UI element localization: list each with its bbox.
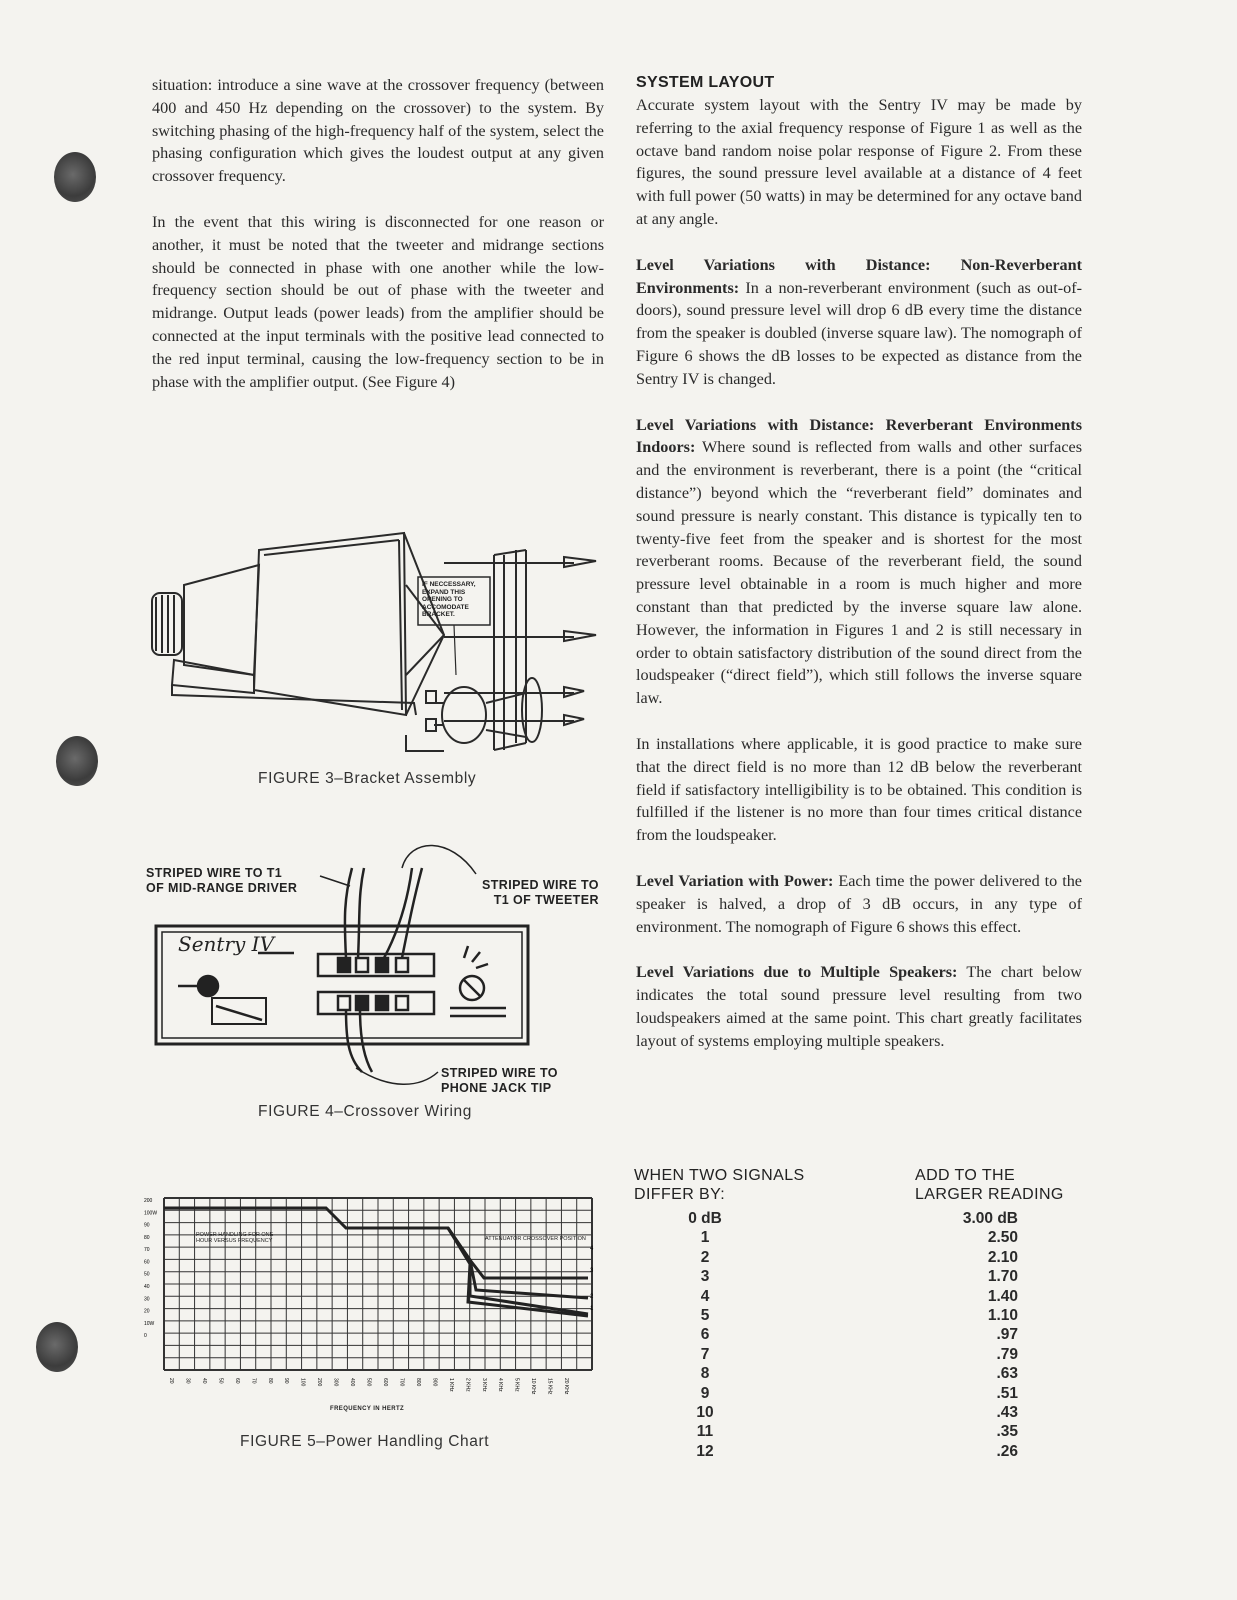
table-add-value-1: 2.50 bbox=[987, 1229, 1018, 1247]
table-difference-3: 3 bbox=[700, 1268, 710, 1286]
binder-hole-top bbox=[54, 152, 96, 202]
x-tick-label: 600 bbox=[382, 1378, 388, 1387]
table-difference-2: 2 bbox=[700, 1248, 710, 1266]
attenuator-position-label: 4 bbox=[590, 1246, 594, 1252]
y-tick-label: 40 bbox=[144, 1284, 150, 1290]
attenuator-position-label: 1 bbox=[590, 1306, 594, 1312]
x-tick-label: 900 bbox=[431, 1378, 438, 1387]
left-column bbox=[152, 74, 604, 393]
table-col2-header: ADD TO THE LARGER READING bbox=[915, 1167, 1064, 1203]
table-difference-8: 8 bbox=[700, 1365, 710, 1383]
figure-4-crossover-drawing bbox=[150, 838, 530, 1088]
x-tick-label: 100 bbox=[299, 1378, 306, 1387]
table-difference-9: 9 bbox=[700, 1384, 710, 1402]
binder-hole-bottom bbox=[36, 1322, 78, 1372]
table-difference-5: 5 bbox=[700, 1306, 710, 1324]
table-add-value-9: .51 bbox=[996, 1384, 1018, 1402]
x-tick-label: 700 bbox=[398, 1378, 405, 1387]
right-column bbox=[636, 74, 1082, 1052]
attenuator-position-label: 2 bbox=[590, 1294, 594, 1300]
table-add-value-4: 1.40 bbox=[987, 1287, 1018, 1305]
x-tick-label: 500 bbox=[365, 1378, 372, 1387]
figure-4-panel-brand: Sentry IV bbox=[178, 932, 275, 956]
x-tick-label: 20 KHz bbox=[563, 1378, 570, 1395]
table-difference-1: 1 bbox=[700, 1229, 710, 1247]
level-variation-multiple: Level Variations due to Multiple Speakers: The chart below indicates the total sound pressure level resulting from two loudspeakers aimed at the same point. This chart greatly facilitates layout of systems employing multiple speakers. bbox=[636, 963, 1082, 1050]
level-distance-nonreverberant: Level Variations with Distance: Non-Reverberant Environments: In a non-reverberant environment (such as out-of-doors), sound pressure level will drop 6 dB every time the distance from the speaker is doubled (inverse square law). The nomograph of Figure 6 shows the dB losses to be expected as distance from the Sentry IV is changed. bbox=[636, 255, 1082, 388]
x-tick-label: 15 KHz bbox=[546, 1378, 553, 1395]
table-difference-10: 10 bbox=[696, 1403, 714, 1421]
x-tick-label: 20 bbox=[168, 1378, 174, 1384]
figure-4-caption: FIGURE 4–Crossover Wiring bbox=[258, 1103, 472, 1120]
figure-5-power-chart bbox=[140, 1190, 600, 1420]
y-tick-label: 90 bbox=[144, 1222, 150, 1229]
y-tick-label: 200 bbox=[144, 1198, 153, 1204]
y-tick-label: 0 bbox=[144, 1333, 147, 1340]
x-tick-label: 10 KHz bbox=[530, 1378, 537, 1395]
x-tick-label: 50 bbox=[217, 1378, 224, 1384]
figure-3-note: IF NECCESSARY, EXPAND THIS OPENING TO ACCOMODATE BRACKET. bbox=[422, 581, 476, 618]
x-tick-label: 70 bbox=[250, 1378, 257, 1384]
table-difference-6: 6 bbox=[700, 1326, 710, 1344]
x-tick-label: 60 bbox=[233, 1378, 240, 1384]
figure-5-xlabel: FREQUENCY IN HERTZ bbox=[330, 1406, 405, 1412]
x-tick-label: 800 bbox=[414, 1378, 421, 1387]
x-tick-label: 90 bbox=[283, 1378, 290, 1384]
table-add-value-12: .26 bbox=[996, 1442, 1018, 1460]
figure-4-label-bottom: STRIPED WIRE TO PHONE JACK TIP bbox=[441, 1066, 558, 1095]
attenuator-position-label: 3 bbox=[590, 1268, 594, 1274]
table-difference-11: 11 bbox=[696, 1423, 714, 1441]
x-tick-label: 400 bbox=[349, 1378, 356, 1387]
binder-hole-middle bbox=[56, 736, 98, 786]
x-tick-label: 2 KHz bbox=[464, 1378, 471, 1392]
x-tick-label: 1 KHz bbox=[447, 1378, 454, 1392]
table-add-value-0: 3.00 dB bbox=[962, 1210, 1018, 1227]
table-add-value-6: .97 bbox=[996, 1326, 1018, 1344]
system-layout-heading: SYSTEM LAYOUT bbox=[636, 74, 775, 91]
y-tick-label: 50 bbox=[144, 1271, 150, 1278]
figure-5-attenuator-label: ATTENUATOR CROSSOVER POSITION bbox=[485, 1236, 586, 1242]
figure-3-caption: FIGURE 3–Bracket Assembly bbox=[258, 770, 477, 787]
table-col1-values bbox=[660, 1209, 750, 1461]
system-layout-paragraph: Accurate system layout with the Sentry IV may be made by referring to the axial frequency response of Figure 1 as well as the octave band random noise polar response of Figure 2. From these figures, the sound pressure level available at a distance of 4 feet with full power (50 watts) in may be determined for any octave band at any angle. bbox=[636, 96, 1082, 228]
y-tick-label: 80 bbox=[144, 1234, 150, 1241]
installation-practice: In installations where applicable, it is good practice to make sure that the direct field is no more than 12 dB below the reverberant field if satisfactory intelligibility is to be obtained. This condition is fulfilled if the listener is no more than four times critical distance from the loudspeaker. bbox=[636, 734, 1082, 845]
y-tick-label: 60 bbox=[144, 1259, 150, 1266]
x-tick-label: 40 bbox=[200, 1378, 207, 1384]
x-tick-label: 80 bbox=[266, 1378, 273, 1384]
x-tick-label: 200 bbox=[316, 1378, 323, 1387]
left-paragraph-2: In the event that this wiring is disconnected for one reason or another, it must be noted that the tweeter and midrange sections should be connected in phase with one another while the low-frequency section should be out of phase with the tweeter and midrange. Output leads (power leads) from the amplifier should be connected at the input terminals with the positive lead connected to the red input terminal, causing the low-frequency section to be in phase with the amplifier output. (See Figure 4) bbox=[152, 212, 604, 391]
figure-4-label-left: STRIPED WIRE TO T1 OF MID-RANGE DRIVER bbox=[146, 866, 298, 895]
y-tick-label: 10W bbox=[144, 1320, 155, 1327]
table-difference-12: 12 bbox=[696, 1442, 714, 1460]
table-col2-values bbox=[938, 1209, 1018, 1461]
x-tick-label: 300 bbox=[332, 1378, 339, 1387]
level-variation-power: Level Variation with Power: Each time the power delivered to the speaker is halved, a drop of 3 dB occurs, in any type of environment. The nomograph of Figure 6 shows this effect. bbox=[636, 871, 1082, 936]
x-tick-label: 30 bbox=[184, 1378, 191, 1384]
y-tick-label: 100W bbox=[144, 1210, 158, 1217]
table-col1-header: WHEN TWO SIGNALS DIFFER BY: bbox=[634, 1167, 805, 1203]
table-add-value-5: 1.10 bbox=[987, 1306, 1018, 1324]
table-difference-4: 4 bbox=[700, 1287, 710, 1305]
table-add-value-7: .79 bbox=[996, 1345, 1018, 1363]
y-tick-label: 70 bbox=[144, 1247, 150, 1254]
table-add-value-10: .43 bbox=[996, 1403, 1018, 1421]
table-add-value-8: .63 bbox=[996, 1365, 1018, 1383]
level-distance-reverberant: Level Variations with Distance: Reverberant Environments Indoors: Where sound is reflected from walls and other surfaces and the environment is reverberant, there is a point (the “critical distance”) beyond which the “reverberant field” dominates and sound pressure is nearly constant. This distance is typically ten to twenty-five feet from the speaker and is shortest for the most reverberant rooms. Because of the reverberant field, the sound pressure level obtainable in a room is much higher and more constant than that predicted by the inverse square law alone. However, the information in Figures 1 and 2 is still necessary in order to obtain satisfactory distribution of the sound direct from the loudspeaker (“direct field”), which still follows the inverse square law. bbox=[636, 415, 1082, 708]
left-paragraph-1: situation: introduce a sine wave at the crossover frequency (between 400 and 450 Hz depending on the crossover) to the system. By switching phasing of the high-frequency half of the system, select the phasing configuration which gives the loudest output at any given crossover frequency. bbox=[152, 76, 604, 186]
table-add-value-3: 1.70 bbox=[987, 1268, 1018, 1286]
x-tick-label: 4 KHz bbox=[497, 1378, 504, 1392]
table-add-value-11: .35 bbox=[996, 1423, 1018, 1441]
x-tick-label: 5 KHz bbox=[513, 1378, 520, 1392]
y-tick-label: 30 bbox=[144, 1296, 150, 1303]
x-tick-label: 3 KHz bbox=[480, 1378, 487, 1392]
figure-5-caption: FIGURE 5–Power Handling Chart bbox=[240, 1433, 490, 1450]
figure-5-title: POWER HANDLING FOR ONE HOUR VERSUS FREQUENCY bbox=[196, 1232, 274, 1244]
table-difference-0: 0 dB bbox=[688, 1210, 722, 1227]
table-difference-7: 7 bbox=[700, 1345, 710, 1363]
y-tick-label: 20 bbox=[144, 1308, 150, 1315]
table-add-value-2: 2.10 bbox=[987, 1248, 1018, 1266]
figure-4-label-right: STRIPED WIRE TO T1 OF TWEETER bbox=[482, 878, 599, 907]
figure-3-bracket-drawing bbox=[144, 525, 604, 775]
